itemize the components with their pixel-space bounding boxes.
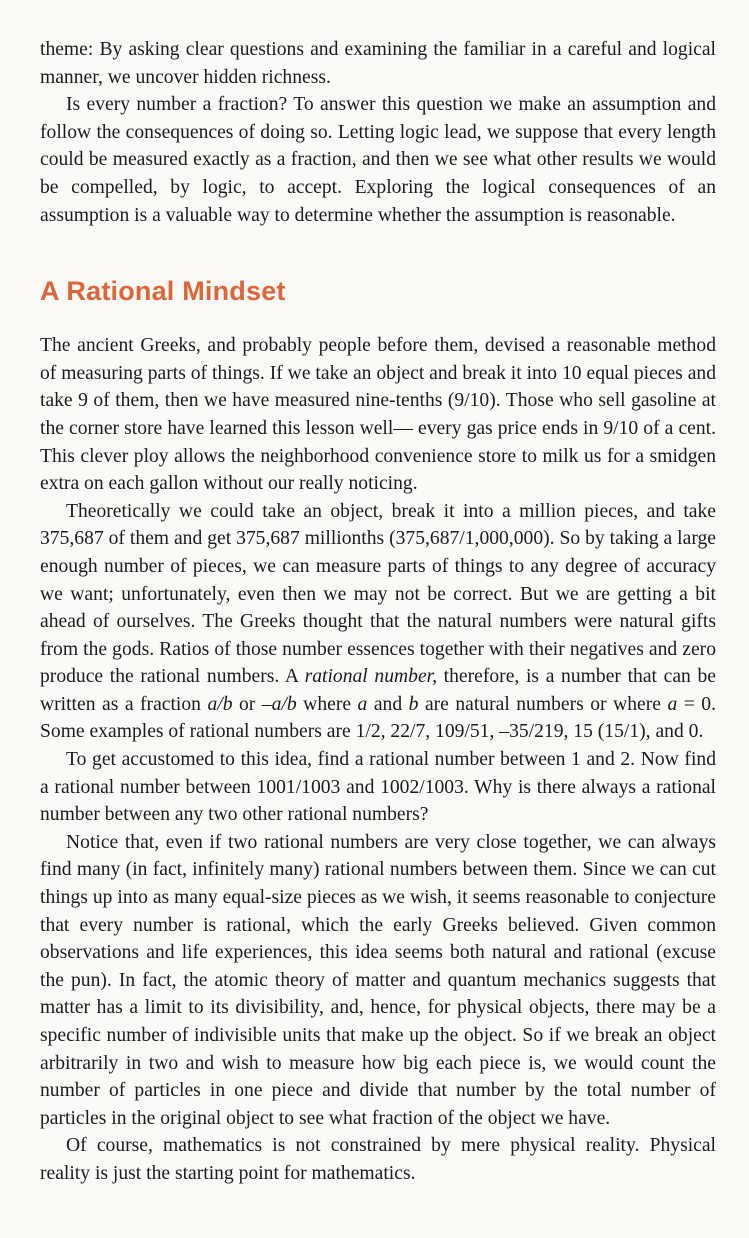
text-fragment: where [296, 693, 358, 715]
intro-paragraph-continued: theme: By asking clear questions and examining the familiar in a careful and logical manner, we uncover hidden richness. [40, 39, 716, 88]
text-fragment: therefore, is a number that can be written as a fraction [40, 666, 716, 715]
paragraph-infinitely-many: Notice that, even if two rational numbers are very close together, we can always find many (in fact, infinitely many) rational numbers between them. Since we can cut things up into as many equal-size pieces as we wish, it seems reasonable to conjecture that every number is rational, which the early Greeks believed. Given common observations and life experiences, this idea seems both natural and rational (excuse the pun). In fact, the atomic theory of matter and quantum mechanics suggests that matter has a limit to its divisibility, and, hence, for physical objects, there may be a specific number of indivisible units that make up the object. So if we break an object arbitrarily in two and wish to measure how big each piece is, we would count the number of particles in one piece and divide that number by the total number of particles in the original object to see what fraction of the object we have. [40, 831, 716, 1129]
paragraph-exercise: To get accustomed to this idea, find a rational number between 1 and 2. Now find a rational number between 1001/1003 and 1002/1003. Why is there always a rational number between any two other rational numbers? [40, 749, 716, 826]
text-fragment: = 0. Some examples of rational numbers are 1/2, 22/7, 109/51, –35/219, 15 (15/1), and 0. [40, 693, 716, 743]
book-page [40, 36, 716, 1188]
text-fragment: or – [232, 693, 272, 715]
math-variable: b [408, 693, 419, 715]
math-variable: a/b [207, 693, 233, 715]
math-variable: a [667, 693, 678, 715]
paragraph-physical-reality: Of course, mathematics is not constrained by mere physical reality. Physical reality is just the starting point for mathematics. [40, 1135, 716, 1184]
section-heading: A Rational Mindset [40, 276, 286, 307]
term-rational-number: rational number, [304, 666, 438, 688]
math-variable: a/b [271, 693, 297, 715]
math-variable: a [357, 693, 368, 715]
text-fragment: and [367, 693, 409, 715]
paragraph-ancient-greeks: The ancient Greeks, and probably people before them, devised a reasonable method of measuring parts of things. If we take an object and break it into 10 equal pieces and take 9 of them, then we have measured nine-tenths (9/10). Those who sell gasoline at the corner store have learned this lesson well— every gas price ends in 9/10 of a cent. This clever ploy allows the neighborhood convenience store to milk us for a smidgen extra on each gallon without our really noticing. [40, 335, 716, 495]
text-fragment: are natural numbers or where [418, 693, 668, 715]
intro-paragraph-fraction-question: Is every number a fraction? To answer this question we make an assumption and follow the consequences of doing so. Letting logic lead, we suppose that every length could be measured exactly as a fraction, and then we see what other results we would be compelled, by logic, to accept. Exploring the logical consequences of an assumption is a valuable way to determine whether the assumption is reasonable. [40, 94, 716, 226]
paragraph-rational-number-definition [40, 498, 716, 746]
text-fragment: Theoretically we could take an object, break it into a million pieces, and take 375,687 of them and get 375,687 millionths (375,687/1,000,000). So by taking a large enough number of pieces, we can measure parts of things to any degree of accuracy we want; unfortunately, even then we may not be correct. But we are getting a bit ahead of ourselves. The Greeks thought that the natural numbers were natural gifts from the gods. Ratios of those number essences together with their negatives and zero produce the rational numbers. A [40, 500, 716, 688]
